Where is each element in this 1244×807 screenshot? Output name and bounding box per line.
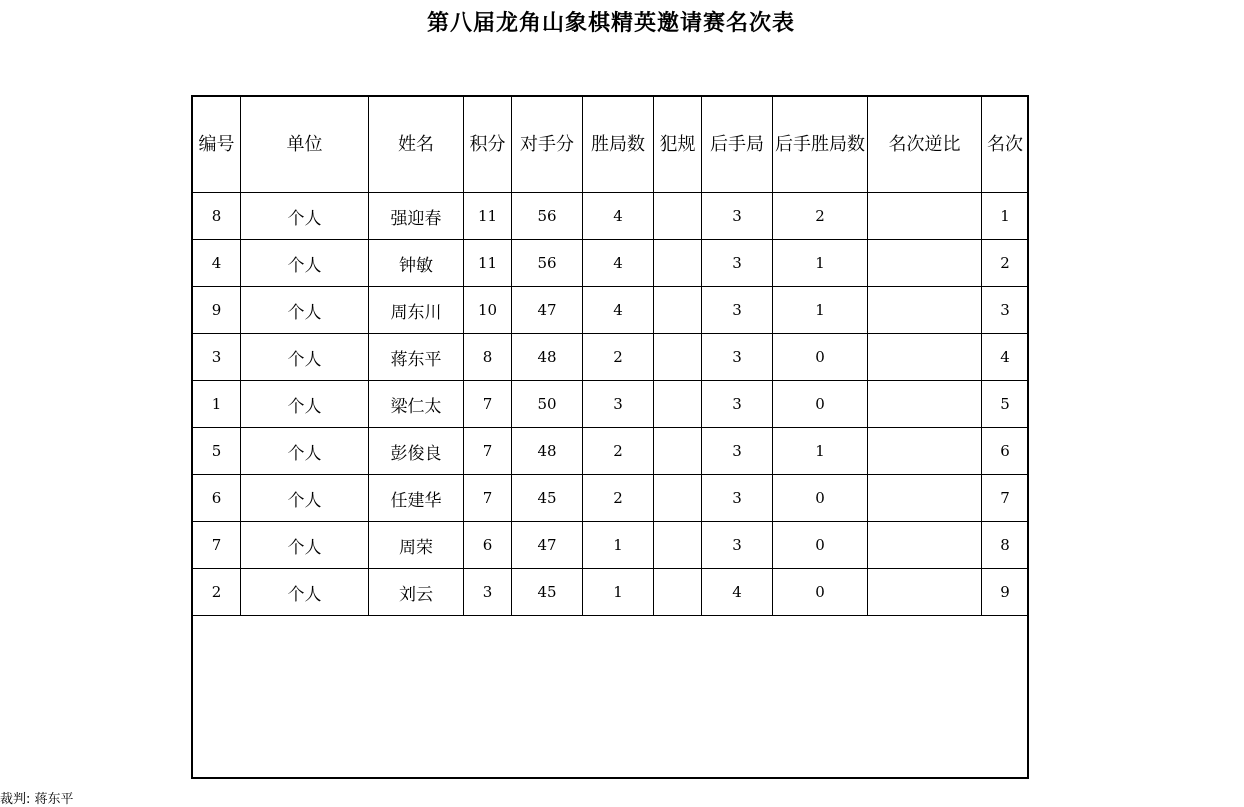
cell-points: 11 [464, 240, 512, 287]
cell-fouls [654, 428, 702, 475]
cell-second-hand-games: 3 [702, 334, 773, 381]
header-points: 积分 [464, 97, 512, 193]
cell-id: 2 [193, 569, 241, 616]
cell-points: 8 [464, 334, 512, 381]
header-rank: 名次 [982, 97, 1029, 193]
cell-id: 3 [193, 334, 241, 381]
cell-points: 10 [464, 287, 512, 334]
cell-points: 7 [464, 475, 512, 522]
cell-points: 3 [464, 569, 512, 616]
cell-opponent-points: 50 [512, 381, 583, 428]
cell-id: 9 [193, 287, 241, 334]
cell-points: 7 [464, 428, 512, 475]
cell-unit: 个人 [241, 193, 369, 240]
cell-second-hand-wins: 0 [773, 381, 868, 428]
cell-second-hand-games: 3 [702, 381, 773, 428]
cell-name: 蒋东平 [369, 334, 464, 381]
table-row [193, 475, 1029, 522]
header-wins: 胜局数 [583, 97, 654, 193]
cell-id: 7 [193, 522, 241, 569]
cell-opponent-points: 48 [512, 428, 583, 475]
cell-opponent-points: 45 [512, 475, 583, 522]
cell-unit: 个人 [241, 522, 369, 569]
cell-points: 7 [464, 381, 512, 428]
cell-second-hand-wins: 1 [773, 240, 868, 287]
cell-unit: 个人 [241, 381, 369, 428]
cell-fouls [654, 193, 702, 240]
cell-id: 4 [193, 240, 241, 287]
cell-second-hand-wins: 0 [773, 569, 868, 616]
table-row [193, 569, 1029, 616]
cell-unit: 个人 [241, 334, 369, 381]
cell-second-hand-games: 3 [702, 475, 773, 522]
cell-fouls [654, 287, 702, 334]
cell-name: 彭俊良 [369, 428, 464, 475]
cell-rank: 8 [982, 522, 1029, 569]
table-row [193, 428, 1029, 475]
table-row [193, 287, 1029, 334]
cell-fouls [654, 475, 702, 522]
cell-name: 周荣 [369, 522, 464, 569]
cell-fouls [654, 522, 702, 569]
cell-rank-reverse [868, 475, 982, 522]
header-second-hand-wins: 后手胜局数 [773, 97, 868, 193]
cell-wins: 4 [583, 240, 654, 287]
cell-rank-reverse [868, 287, 982, 334]
results-body [193, 193, 1029, 616]
cell-name: 钟敏 [369, 240, 464, 287]
cell-name: 任建华 [369, 475, 464, 522]
cell-points: 11 [464, 193, 512, 240]
cell-opponent-points: 45 [512, 569, 583, 616]
cell-rank-reverse [868, 522, 982, 569]
header-name: 姓名 [369, 97, 464, 193]
header-id: 编号 [193, 97, 241, 193]
cell-id: 1 [193, 381, 241, 428]
cell-opponent-points: 56 [512, 193, 583, 240]
cell-rank-reverse [868, 569, 982, 616]
cell-unit: 个人 [241, 240, 369, 287]
cell-second-hand-wins: 0 [773, 475, 868, 522]
cell-second-hand-games: 3 [702, 428, 773, 475]
cell-second-hand-games: 4 [702, 569, 773, 616]
cell-rank-reverse [868, 193, 982, 240]
cell-rank: 6 [982, 428, 1029, 475]
cell-wins: 2 [583, 334, 654, 381]
cell-second-hand-wins: 0 [773, 522, 868, 569]
cell-name: 刘云 [369, 569, 464, 616]
table-row [193, 522, 1029, 569]
cell-wins: 4 [583, 193, 654, 240]
cell-id: 8 [193, 193, 241, 240]
cell-second-hand-games: 3 [702, 240, 773, 287]
cell-id: 6 [193, 475, 241, 522]
cell-wins: 1 [583, 569, 654, 616]
cell-rank: 3 [982, 287, 1029, 334]
cell-wins: 4 [583, 287, 654, 334]
cell-second-hand-games: 3 [702, 193, 773, 240]
cell-wins: 2 [583, 475, 654, 522]
cell-second-hand-wins: 0 [773, 334, 868, 381]
cell-fouls [654, 334, 702, 381]
cell-second-hand-wins: 1 [773, 287, 868, 334]
cell-second-hand-games: 3 [702, 287, 773, 334]
header-opponent-points: 对手分 [512, 97, 583, 193]
cell-rank-reverse [868, 334, 982, 381]
cell-rank-reverse [868, 428, 982, 475]
cell-name: 强迎春 [369, 193, 464, 240]
cell-name: 梁仁太 [369, 381, 464, 428]
cell-wins: 1 [583, 522, 654, 569]
table-row [193, 240, 1029, 287]
cell-opponent-points: 47 [512, 287, 583, 334]
cell-rank: 4 [982, 334, 1029, 381]
cell-rank: 2 [982, 240, 1029, 287]
header-fouls: 犯规 [654, 97, 702, 193]
cell-rank: 1 [982, 193, 1029, 240]
cell-fouls [654, 381, 702, 428]
cell-opponent-points: 47 [512, 522, 583, 569]
header-unit: 单位 [241, 97, 369, 193]
cell-opponent-points: 56 [512, 240, 583, 287]
cell-rank: 5 [982, 381, 1029, 428]
cell-unit: 个人 [241, 475, 369, 522]
cell-points: 6 [464, 522, 512, 569]
page-title: 第八届龙角山象棋精英邀请赛名次表 [426, 11, 795, 36]
results-sheet [191, 95, 1029, 779]
cell-opponent-points: 48 [512, 334, 583, 381]
cell-name: 周东川 [369, 287, 464, 334]
cell-unit: 个人 [241, 287, 369, 334]
cell-fouls [654, 240, 702, 287]
cell-rank-reverse [868, 240, 982, 287]
cell-rank-reverse [868, 381, 982, 428]
cell-rank: 9 [982, 569, 1029, 616]
cell-second-hand-wins: 1 [773, 428, 868, 475]
cell-fouls [654, 569, 702, 616]
table-row [193, 193, 1029, 240]
cell-rank: 7 [982, 475, 1029, 522]
header-rank-reverse: 名次逆比 [868, 97, 982, 193]
cell-second-hand-wins: 2 [773, 193, 868, 240]
header-second-hand-games: 后手局 [702, 97, 773, 193]
cell-id: 5 [193, 428, 241, 475]
cell-wins: 2 [583, 428, 654, 475]
cell-second-hand-games: 3 [702, 522, 773, 569]
table-row [193, 381, 1029, 428]
table-header-row [193, 97, 1029, 193]
cell-unit: 个人 [241, 569, 369, 616]
results-table [192, 96, 1029, 616]
cell-wins: 3 [583, 381, 654, 428]
footer-note: 裁判: 蒋东平 [0, 792, 74, 807]
table-row [193, 334, 1029, 381]
cell-unit: 个人 [241, 428, 369, 475]
